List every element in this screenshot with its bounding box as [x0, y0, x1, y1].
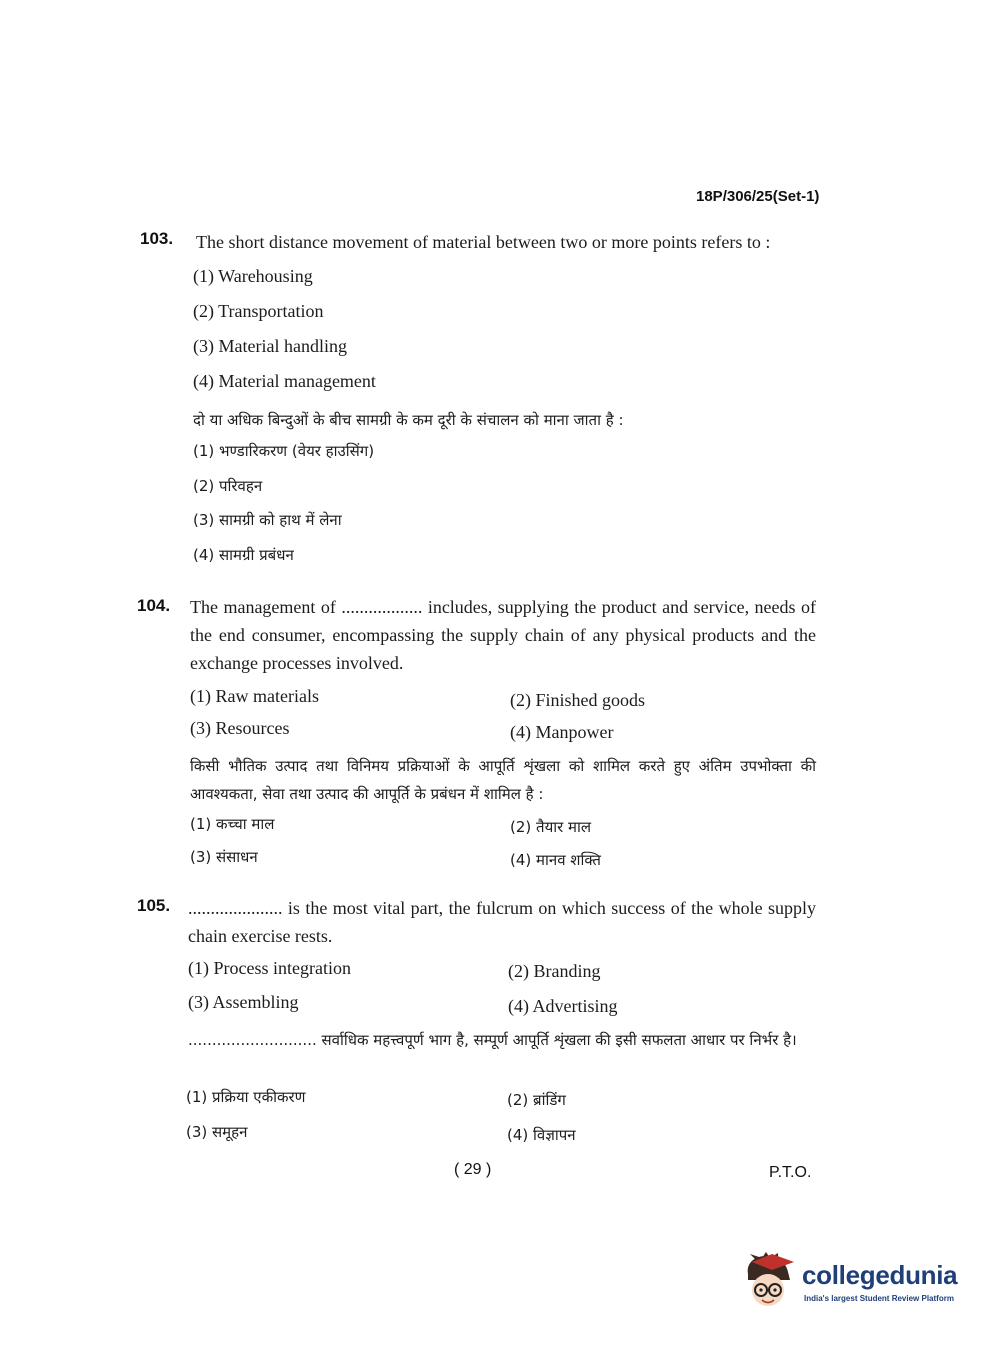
- question-text: ..................... is the most vital part, the fulcrum on which success of the whole supply chain exercise rests.: [188, 898, 816, 946]
- question-text-hindi: दो या अधिक बिन्दुओं के बीच सामग्री के कम दूरी के संचालन को माना जाता है :: [193, 411, 624, 429]
- option-hindi: (3) समूहन: [186, 1123, 248, 1141]
- option: (2) Finished goods: [510, 690, 645, 710]
- question-text: The short distance movement of material between two or more points refers to :: [196, 232, 771, 252]
- option: (3) Resources: [190, 718, 290, 738]
- option: (4) Material management: [193, 371, 376, 391]
- option: (2) Branding: [508, 961, 601, 981]
- option-hindi: (1) कच्चा माल: [190, 815, 275, 833]
- brand-name: collegedunia: [802, 1260, 958, 1290]
- question-text-hindi: किसी भौतिक उत्पाद तथा विनिमय प्रक्रियाओं के आपूर्ति शृंखला को शामिल करते हुए अंतिम उपभोक्ता की आवश्यकता, सेवा तथा उत्पाद की आपूर्ति के प्रबंधन में शामिल है :: [190, 757, 816, 803]
- question-number: 105.: [137, 896, 171, 915]
- option: (3) Material handling: [193, 336, 347, 356]
- option: (4) Advertising: [508, 996, 618, 1016]
- question-text-hindi: ........................... सर्वाधिक महत्त्वपूर्ण भाग है, सम्पूर्ण आपूर्ति शृंखला की इसी सफलता आधार पर निर्भर है।: [188, 1031, 797, 1049]
- option: (1) Raw materials: [190, 686, 319, 706]
- collegedunia-logo: [742, 1250, 972, 1314]
- question-text: The management of .................. includes, supplying the product and service, needs of the end consumer, encompassing the supply chain of any physical products and the exchange processes involved.: [190, 597, 816, 673]
- question-number: 104.: [137, 596, 171, 615]
- paper-code: 18P/306/25(Set-1): [696, 188, 820, 205]
- option-hindi: (4) सामग्री प्रबंधन: [193, 546, 294, 564]
- option-hindi: (1) भण्डारिकरण (वेयर हाउसिंग): [193, 442, 375, 460]
- brand-tagline: India's largest Student Review Platform: [804, 1294, 954, 1303]
- page-number: ( 29 ): [454, 1161, 492, 1178]
- option: (1) Warehousing: [193, 266, 313, 286]
- option-hindi: (2) ब्रांडिंग: [507, 1091, 566, 1109]
- option-hindi: (2) परिवहन: [193, 477, 263, 495]
- option: (4) Manpower: [510, 722, 614, 742]
- option: (3) Assembling: [188, 992, 299, 1012]
- question-number: 103.: [140, 229, 174, 248]
- option-hindi: (2) तैयार माल: [510, 818, 592, 836]
- mascot-icon: [742, 1250, 800, 1314]
- option-hindi: (3) सामग्री को हाथ में लेना: [193, 511, 342, 529]
- option: (2) Transportation: [193, 301, 324, 321]
- pto-label: P.T.O.: [769, 1164, 812, 1181]
- option: (1) Process integration: [188, 958, 351, 978]
- option-hindi: (4) मानव शक्ति: [510, 851, 601, 869]
- option-hindi: (4) विज्ञापन: [507, 1126, 576, 1144]
- option-hindi: (1) प्रक्रिया एकीकरण: [186, 1088, 306, 1106]
- option-hindi: (3) संसाधन: [190, 848, 258, 866]
